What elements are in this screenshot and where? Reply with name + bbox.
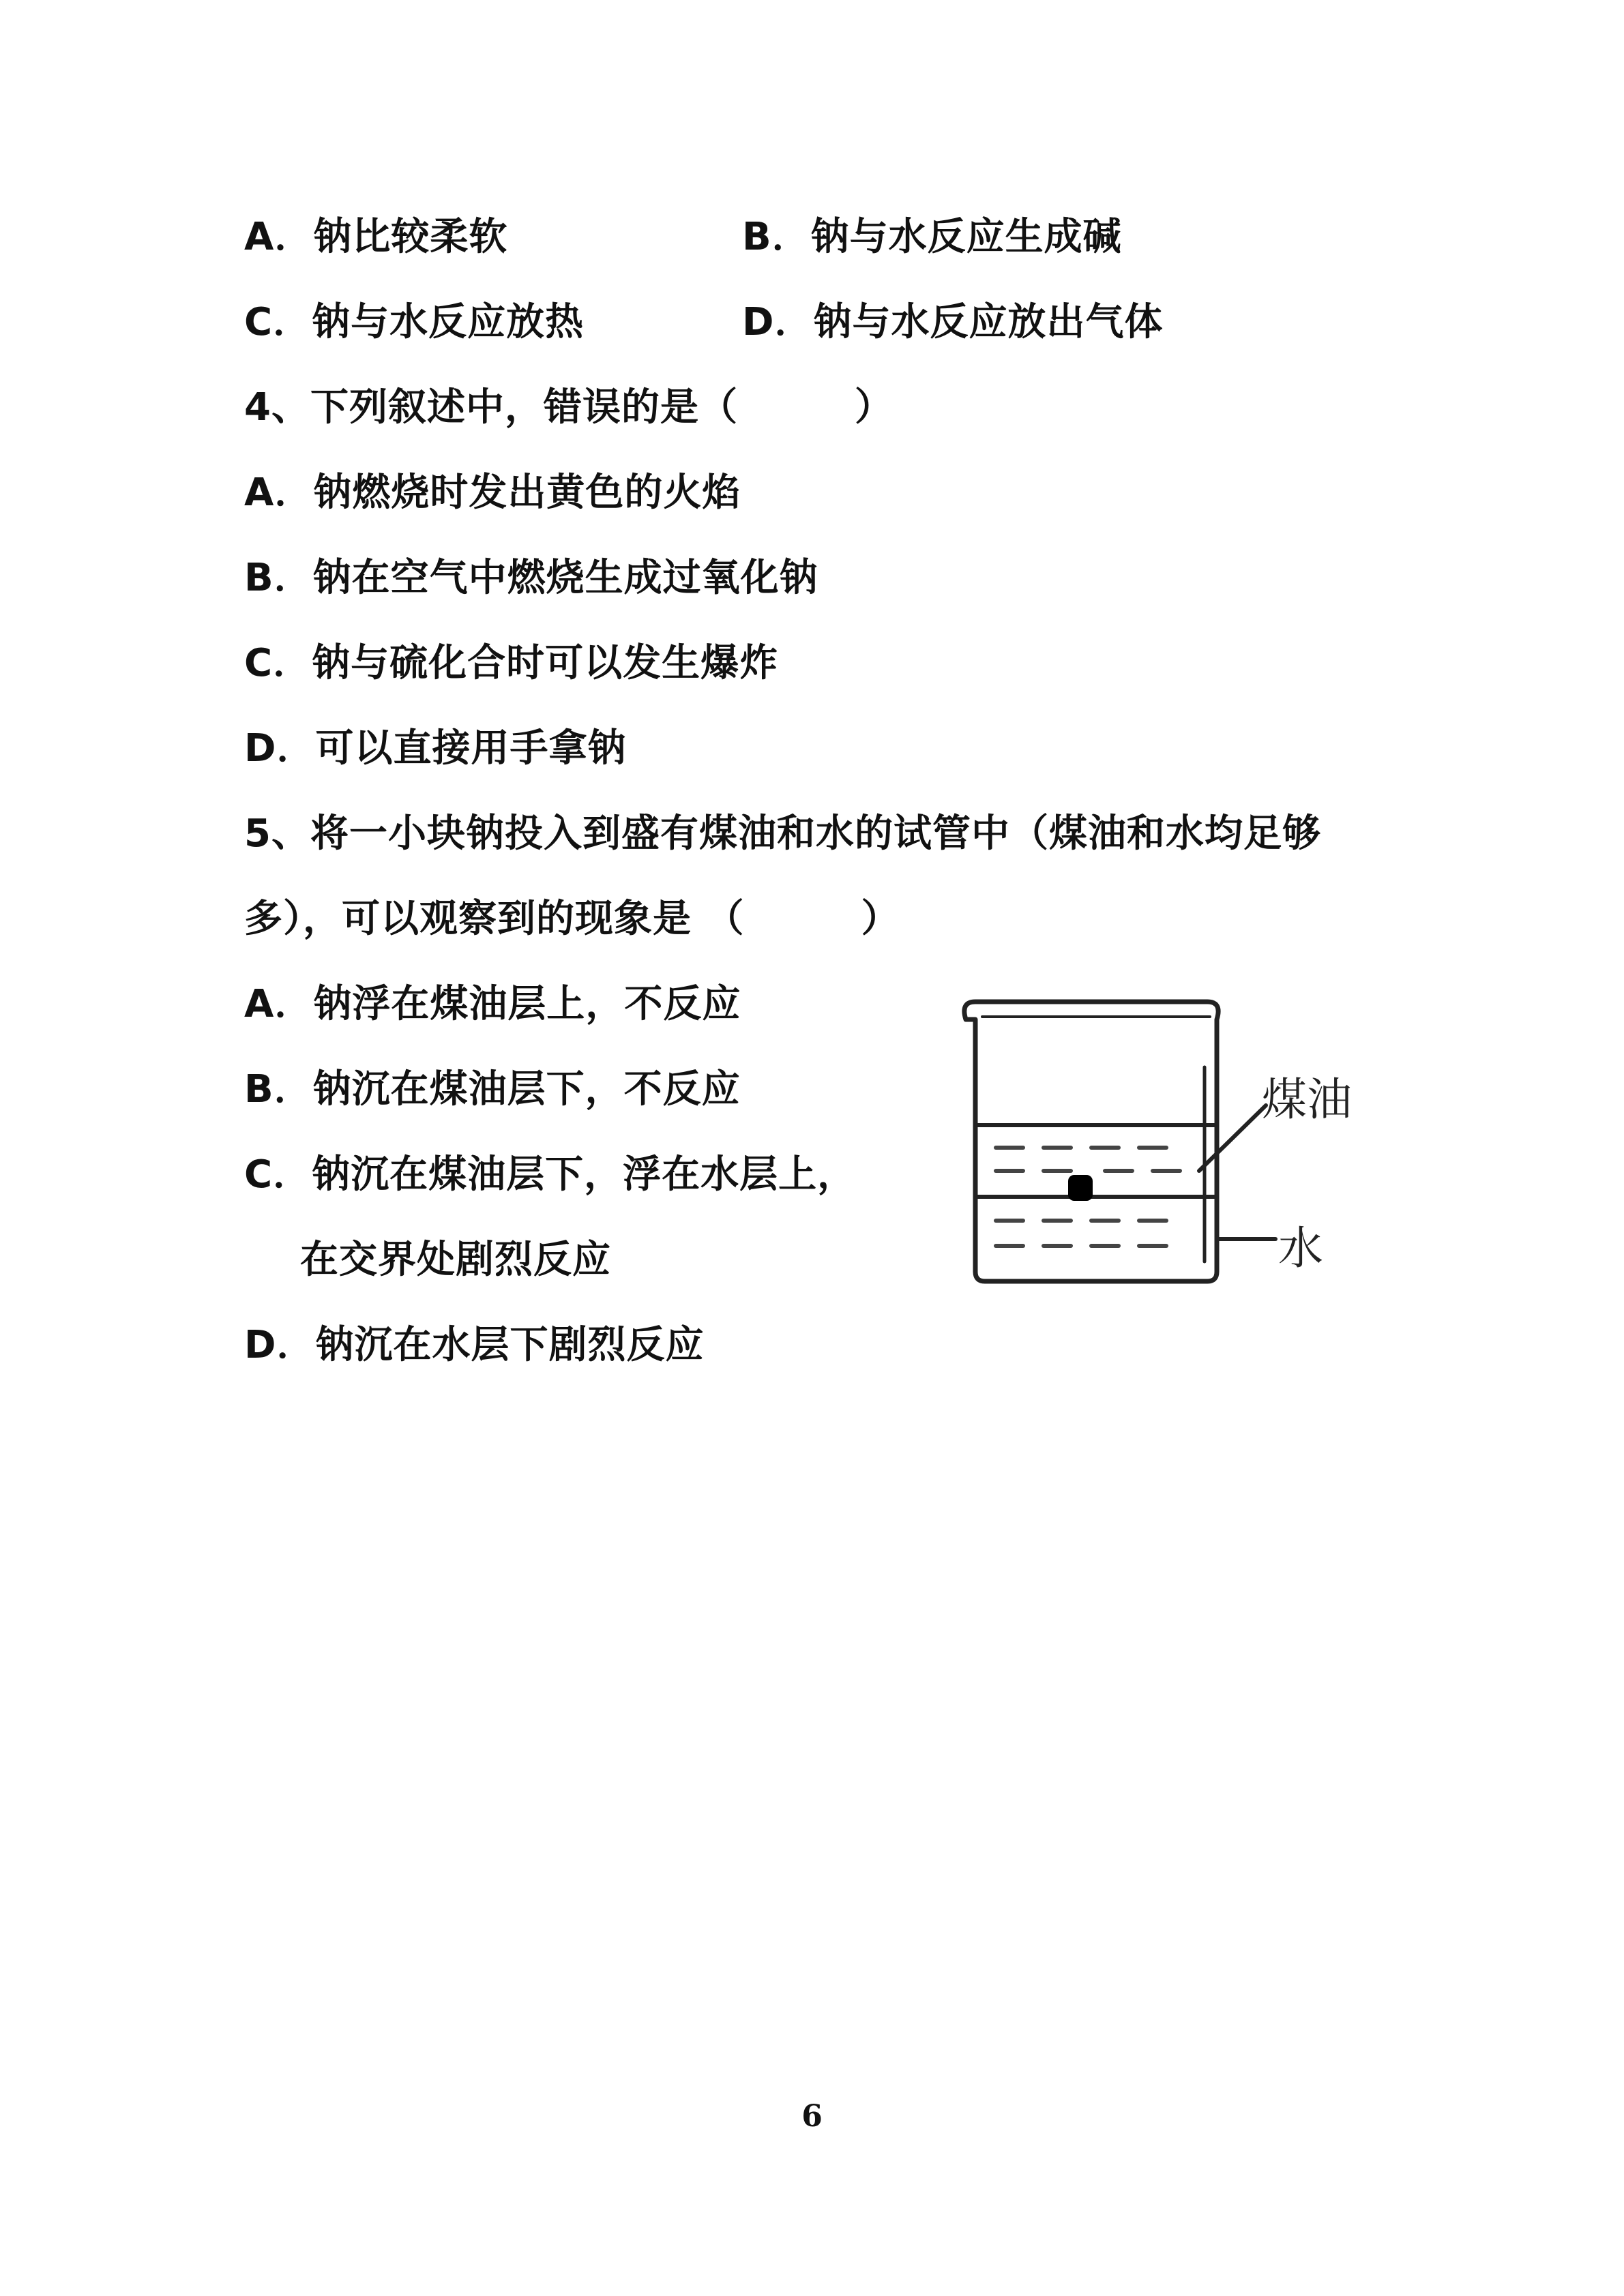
q3-option-b: B．钠与水反应生成碱 [742,215,1122,259]
water-layer [996,1221,1166,1246]
q5-option-a: A．钠浮在煤油层上，不反应 [244,982,741,1026]
q4-stem: 4、下列叙述中，错误的是（ ） [244,385,894,430]
q4-option-b: B．钠在空气中燃烧生成过氧化钠 [244,556,818,600]
q5-option-d: D．钠沉在水层下剧烈反应 [244,1323,705,1367]
q3-option-c: C．钠与水反应放热 [244,300,585,344]
q5-option-c-line1: C．钠沉在煤油层下，浮在水层上， [244,1152,857,1197]
q4-option-a: A．钠燃烧时发出黄色的火焰 [244,471,741,515]
q5-option-b: B．钠沉在煤油层下，不反应 [244,1067,741,1112]
beaker-outline [964,1002,1218,1281]
water-label: 水 [1278,1222,1323,1274]
q5-stem-line1: 5、将一小块钠投入到盛有煤油和水的试管中（煤油和水均足够 [244,811,1321,856]
q3-option-a: A．钠比较柔软 [244,215,508,259]
q3-option-d: D．钠与水反应放出气体 [742,300,1164,344]
kerosene-label: 煤油 [1262,1073,1352,1126]
kerosene-layer [996,1148,1180,1171]
beaker-figure [941,992,1378,1306]
q5-stem-line2: 多），可以观察到的现象是 （ ） [244,897,900,941]
page-number: 6 [801,2099,823,2134]
q5-option-c-line2: 在交界处剧烈反应 [300,1238,611,1282]
q4-option-c: C．钠与硫化合时可以发生爆炸 [244,641,779,685]
sodium-piece [1068,1175,1093,1201]
q4-option-d: D．可以直接用手拿钠 [244,726,627,771]
kerosene-leader-line [1199,1105,1266,1171]
